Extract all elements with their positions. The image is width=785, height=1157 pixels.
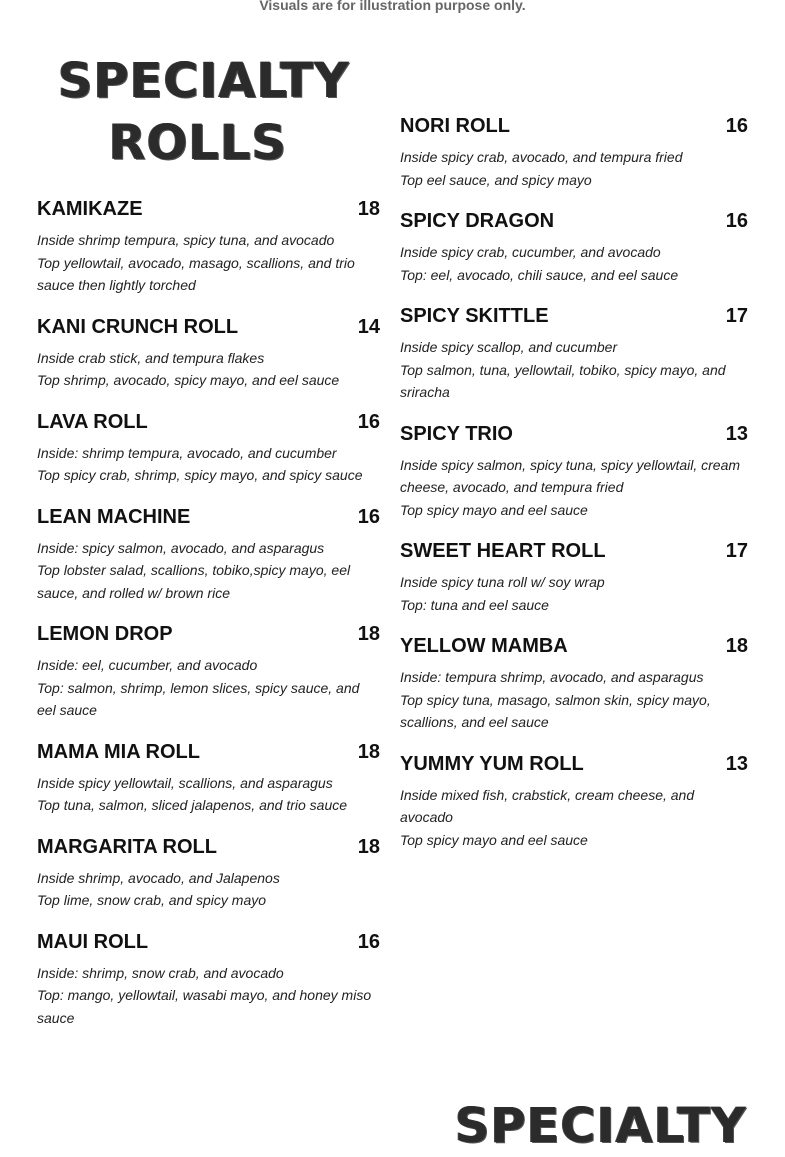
next-section-title: SPECIALTY (455, 1098, 747, 1154)
menu-item-description (400, 571, 748, 616)
menu-item-description-line: Top eel sauce, and spicy mayo (400, 171, 592, 188)
menu-item-name: KAMIKAZE (37, 198, 143, 220)
menu-item-header (37, 505, 380, 529)
menu-item-description (37, 229, 380, 297)
menu-item-description-line: Top: eel, avocado, chili sauce, and eel sauce (400, 266, 679, 283)
menu-item-description-line: Top: salmon, shrimp, lemon slices, spicy sauce, and eel sauce (37, 679, 360, 718)
menu-item-description-line: Top spicy crab, shrimp, spicy mayo, and spicy sauce (37, 467, 363, 483)
menu-item-name: LAVA ROLL (37, 410, 148, 433)
menu-item-header (400, 634, 748, 658)
menu-item-header (400, 422, 748, 446)
menu-item-description-line: Inside mixed fish, crabstick, cream cheese, and avocado (400, 786, 695, 825)
menu-item-price: 18 (357, 740, 380, 763)
menu-item-description-line: Top lobster salad, scallions, tobiko,spicy mayo, eel sauce, and rolled w/ brown rice (37, 562, 351, 601)
menu-item-description (400, 241, 748, 286)
menu-item-name: LEMON DROP (37, 623, 173, 645)
menu-item (400, 304, 748, 404)
menu-item-header (400, 539, 748, 563)
menu-item-price: 16 (725, 210, 748, 232)
menu-item-name: SWEET HEART ROLL (400, 540, 606, 562)
menu-item-description-line: Inside spicy salmon, spicy tuna, spicy yellowtail, cream cheese, avocado, and tempura fried (400, 456, 741, 495)
menu-item-description-line: Inside shrimp tempura, spicy tuna, and avocado (37, 232, 335, 248)
menu-item-description-line: Inside spicy tuna roll w/ soy wrap (400, 574, 605, 590)
menu-item (400, 422, 748, 522)
menu-item-description (400, 336, 748, 404)
menu-item-description (37, 867, 380, 912)
menu-item-header (400, 114, 748, 138)
menu-item-description-line: Inside spicy crab, avocado, and tempura fried (400, 149, 683, 165)
menu-item (400, 209, 748, 286)
menu-item-description-line: Top spicy mayo and eel sauce (400, 501, 588, 518)
menu-item (400, 539, 748, 616)
menu-item-header (400, 752, 748, 776)
menu-item-name: YELLOW MAMBA (400, 635, 568, 657)
menu-item (37, 622, 380, 722)
menu-item-description-line: Inside: tempura shrimp, avocado, and asparagus (400, 669, 704, 685)
menu-item (400, 114, 748, 191)
menu-item-header (37, 410, 380, 434)
menu-item-description (37, 654, 380, 722)
menu-item-price: 13 (725, 752, 748, 775)
menu-item-name: MAMA MIA ROLL (37, 740, 200, 763)
menu-item-description-line: Top lime, snow crab, and spicy mayo (37, 892, 267, 908)
menu-item-description-line: Top yellowtail, avocado, masago, scallions, and trio sauce then lightly torched (37, 254, 355, 293)
menu-item-price: 14 (357, 315, 380, 338)
menu-item (37, 930, 380, 1030)
menu-item-description-line: Top: tuna and eel sauce (400, 596, 549, 613)
menu-item (400, 752, 748, 852)
menu-item-header (37, 315, 380, 339)
menu-item-name: SPICY TRIO (400, 422, 513, 445)
menu-column-right (400, 114, 748, 869)
menu-item-description-line: Top tuna, salmon, sliced jalapenos, and trio sauce (37, 797, 348, 813)
menu-item-description-line: Inside: eel, cucumber, and avocado (37, 657, 258, 673)
menu-item-description (37, 772, 380, 817)
menu-item (400, 634, 748, 734)
menu-item-header (37, 740, 380, 764)
menu-item (37, 197, 380, 297)
menu-item-price: 18 (357, 835, 380, 858)
menu-item-name: SPICY DRAGON (400, 210, 555, 232)
menu-item-description-line: Top: mango, yellowtail, wasabi mayo, and honey miso sauce (37, 987, 372, 1026)
menu-column-left (37, 197, 380, 1047)
menu-item-description (37, 442, 380, 487)
menu-item-name: LEAN MACHINE (37, 505, 191, 528)
section-title: SPECIALTY ROLLS (58, 53, 350, 171)
menu-item-name: KANI CRUNCH ROLL (37, 315, 239, 338)
menu-item-name: SPICY SKITTLE (400, 305, 549, 327)
menu-item-price: 16 (357, 930, 380, 953)
menu-item-description-line: Top shrimp, avocado, spicy mayo, and eel sauce (37, 372, 340, 388)
menu-item-description-line: Inside crab stick, and tempura flakes (37, 349, 265, 366)
menu-item-description (400, 454, 748, 522)
menu-item (37, 835, 380, 912)
menu-item-name: MAUI ROLL (37, 930, 149, 953)
menu-item-header (37, 835, 380, 859)
menu-item-description-line: Top salmon, tuna, yellowtail, tobiko, spicy mayo, and sriracha (400, 361, 726, 400)
menu-item-description-line: Inside: shrimp tempura, avocado, and cucumber (37, 444, 337, 461)
menu-item-description-line: Inside: spicy salmon, avocado, and asparagus (37, 539, 325, 556)
menu-item (37, 315, 380, 392)
menu-item-description (400, 784, 748, 852)
menu-item (37, 740, 380, 817)
menu-item-name: MARGARITA ROLL (37, 835, 217, 858)
menu-item-description-line: Inside shrimp, avocado, and Jalapenos (37, 869, 280, 886)
menu-item-price: 18 (725, 635, 748, 657)
disclaimer-text: Visuals are for illustration purpose only. (259, 0, 526, 13)
menu-item-price: 18 (357, 198, 380, 220)
menu-item (37, 410, 380, 487)
menu-item-name: YUMMY YUM ROLL (400, 752, 584, 775)
menu-item-description (37, 537, 380, 605)
menu-item-name: NORI ROLL (400, 115, 510, 137)
menu-item-price: 16 (357, 505, 380, 528)
menu-item-description (400, 146, 748, 191)
menu-item-price: 16 (725, 115, 748, 137)
menu-item-description-line: Top spicy tuna, masago, salmon skin, spicy mayo, scallions, and eel sauce (400, 691, 711, 730)
menu-item-description-line: Inside spicy yellowtail, scallions, and asparagus (37, 774, 333, 791)
menu-item-price: 16 (357, 410, 380, 433)
menu-item-header (37, 930, 380, 954)
menu-item-price: 17 (725, 305, 748, 327)
menu-item-price: 18 (357, 623, 380, 645)
menu-item-price: 17 (725, 540, 748, 562)
menu-item-header (37, 197, 380, 221)
menu-item-description-line: Inside spicy crab, cucumber, and avocado (400, 244, 661, 260)
menu-item-description-line: Top spicy mayo and eel sauce (400, 831, 588, 848)
menu-item-header (400, 209, 748, 233)
menu-item-description (400, 666, 748, 734)
menu-item-description (37, 347, 380, 392)
menu-item-price: 13 (725, 422, 748, 445)
menu-item-description (37, 962, 380, 1030)
menu-item-description-line: Inside spicy scallop, and cucumber (400, 339, 618, 355)
menu-item-header (37, 622, 380, 646)
menu-item-header (400, 304, 748, 328)
menu-item (37, 505, 380, 605)
menu-item-description-line: Inside: shrimp, snow crab, and avocado (37, 964, 284, 981)
